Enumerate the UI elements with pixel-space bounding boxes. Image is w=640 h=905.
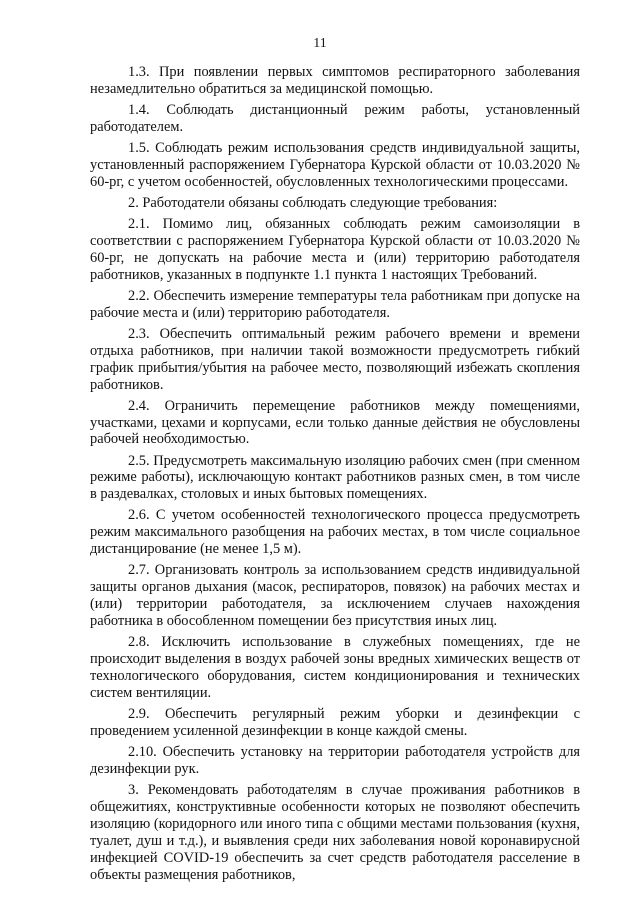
paragraph-2-8: 2.8. Исключить использование в служебных помещениях, где не происходит выделения в воздух рабочей зоны вредных химических веществ от технологического оборудования, систем кондиционирования и технических систем вентиляции.	[90, 634, 580, 701]
paragraph-1-4: 1.4. Соблюдать дистанционный режим работы, установленный работодателем.	[90, 102, 580, 135]
document-body	[90, 64, 580, 888]
page-number: 11	[313, 36, 327, 51]
paragraph-3: 3. Рекомендовать работодателям в случае проживания работников в общежитиях, конструктивные особенности которых не позволяют обеспечить изоляцию (коридорного или иного типа с общими местами пользования (кухня, туалет, душ и т.д.), и выявления среди них заболевания новой коронавирусной инфекцией COVID-19 обеспечить за счет средств работодателя расселение в объекты размещения работников,	[90, 781, 580, 883]
paragraph-2-3: 2.3. Обеспечить оптимальный режим рабочего времени и времени отдыха работников, при наличии такой возможности предусмотреть гибкий график прибытия/убытия на рабочее место, позволяющий избежать скопления работников.	[90, 325, 580, 393]
paragraph-2-2: 2.2. Обеспечить измерение температуры тела работникам при допуске на рабочие места и (или) территорию работодателя.	[90, 287, 580, 321]
paragraph-2: 2. Работодатели обязаны соблюдать следующие требования:	[128, 194, 498, 211]
paragraph-2-6: 2.6. С учетом особенностей технологического процесса предусмотреть режим максимального разобщения на рабочих местах, в том числе социальное дистанцирование (не менее 1,5 м).	[90, 507, 580, 558]
paragraph-2-10: 2.10. Обеспечить установку на территории работодателя устройств для дезинфекции рук.	[90, 743, 580, 777]
paragraph-2-1: 2.1. Помимо лиц, обязанных соблюдать режим самоизоляции в соответствии с распоряжением Губернатора Курской области от 10.03.2020 № 60-рг, не допускать на рабочие места и (или) территорию работодателя работников, указанных в подпункте 1.1 пункта 1 настоящих Требований.	[90, 216, 580, 283]
paragraph-2-5: 2.5. Предусмотреть максимальную изоляцию рабочих смен (при сменном режиме работы), исключающую контакт работников разных смен, в том числе в раздевалках, столовых и иных бытовых помещениях.	[90, 452, 580, 503]
paragraph-2-7: 2.7. Организовать контроль за использованием средств индивидуальной защиты органов дыхания (масок, респираторов, повязок) на рабочих местах и (или) территории работодателя, за исключением случаев нахождения работника в обособленном помещении без присутствия иных лиц.	[90, 562, 580, 630]
paragraph-1-3: 1.3. При появлении первых симптомов респираторного заболевания незамедлительно обратиться за медицинской помощью.	[90, 64, 580, 97]
paragraph-1-5: 1.5. Соблюдать режим использования средств индивидуальной защиты, установленный распоряжением Губернатора Курской области от 10.03.2020 № 60-рг, с учетом особенностей, обусловленных технологическими процессами.	[90, 140, 580, 190]
paragraph-2-4: 2.4. Ограничить перемещение работников между помещениями, участками, цехами и корпусами, если только данные действия не обусловлены рабочей необходимостью.	[90, 397, 580, 448]
paragraph-2-9: 2.9. Обеспечить регулярный режим уборки и дезинфекции с проведением усиленной дезинфекции в конце каждой смены.	[90, 705, 580, 739]
